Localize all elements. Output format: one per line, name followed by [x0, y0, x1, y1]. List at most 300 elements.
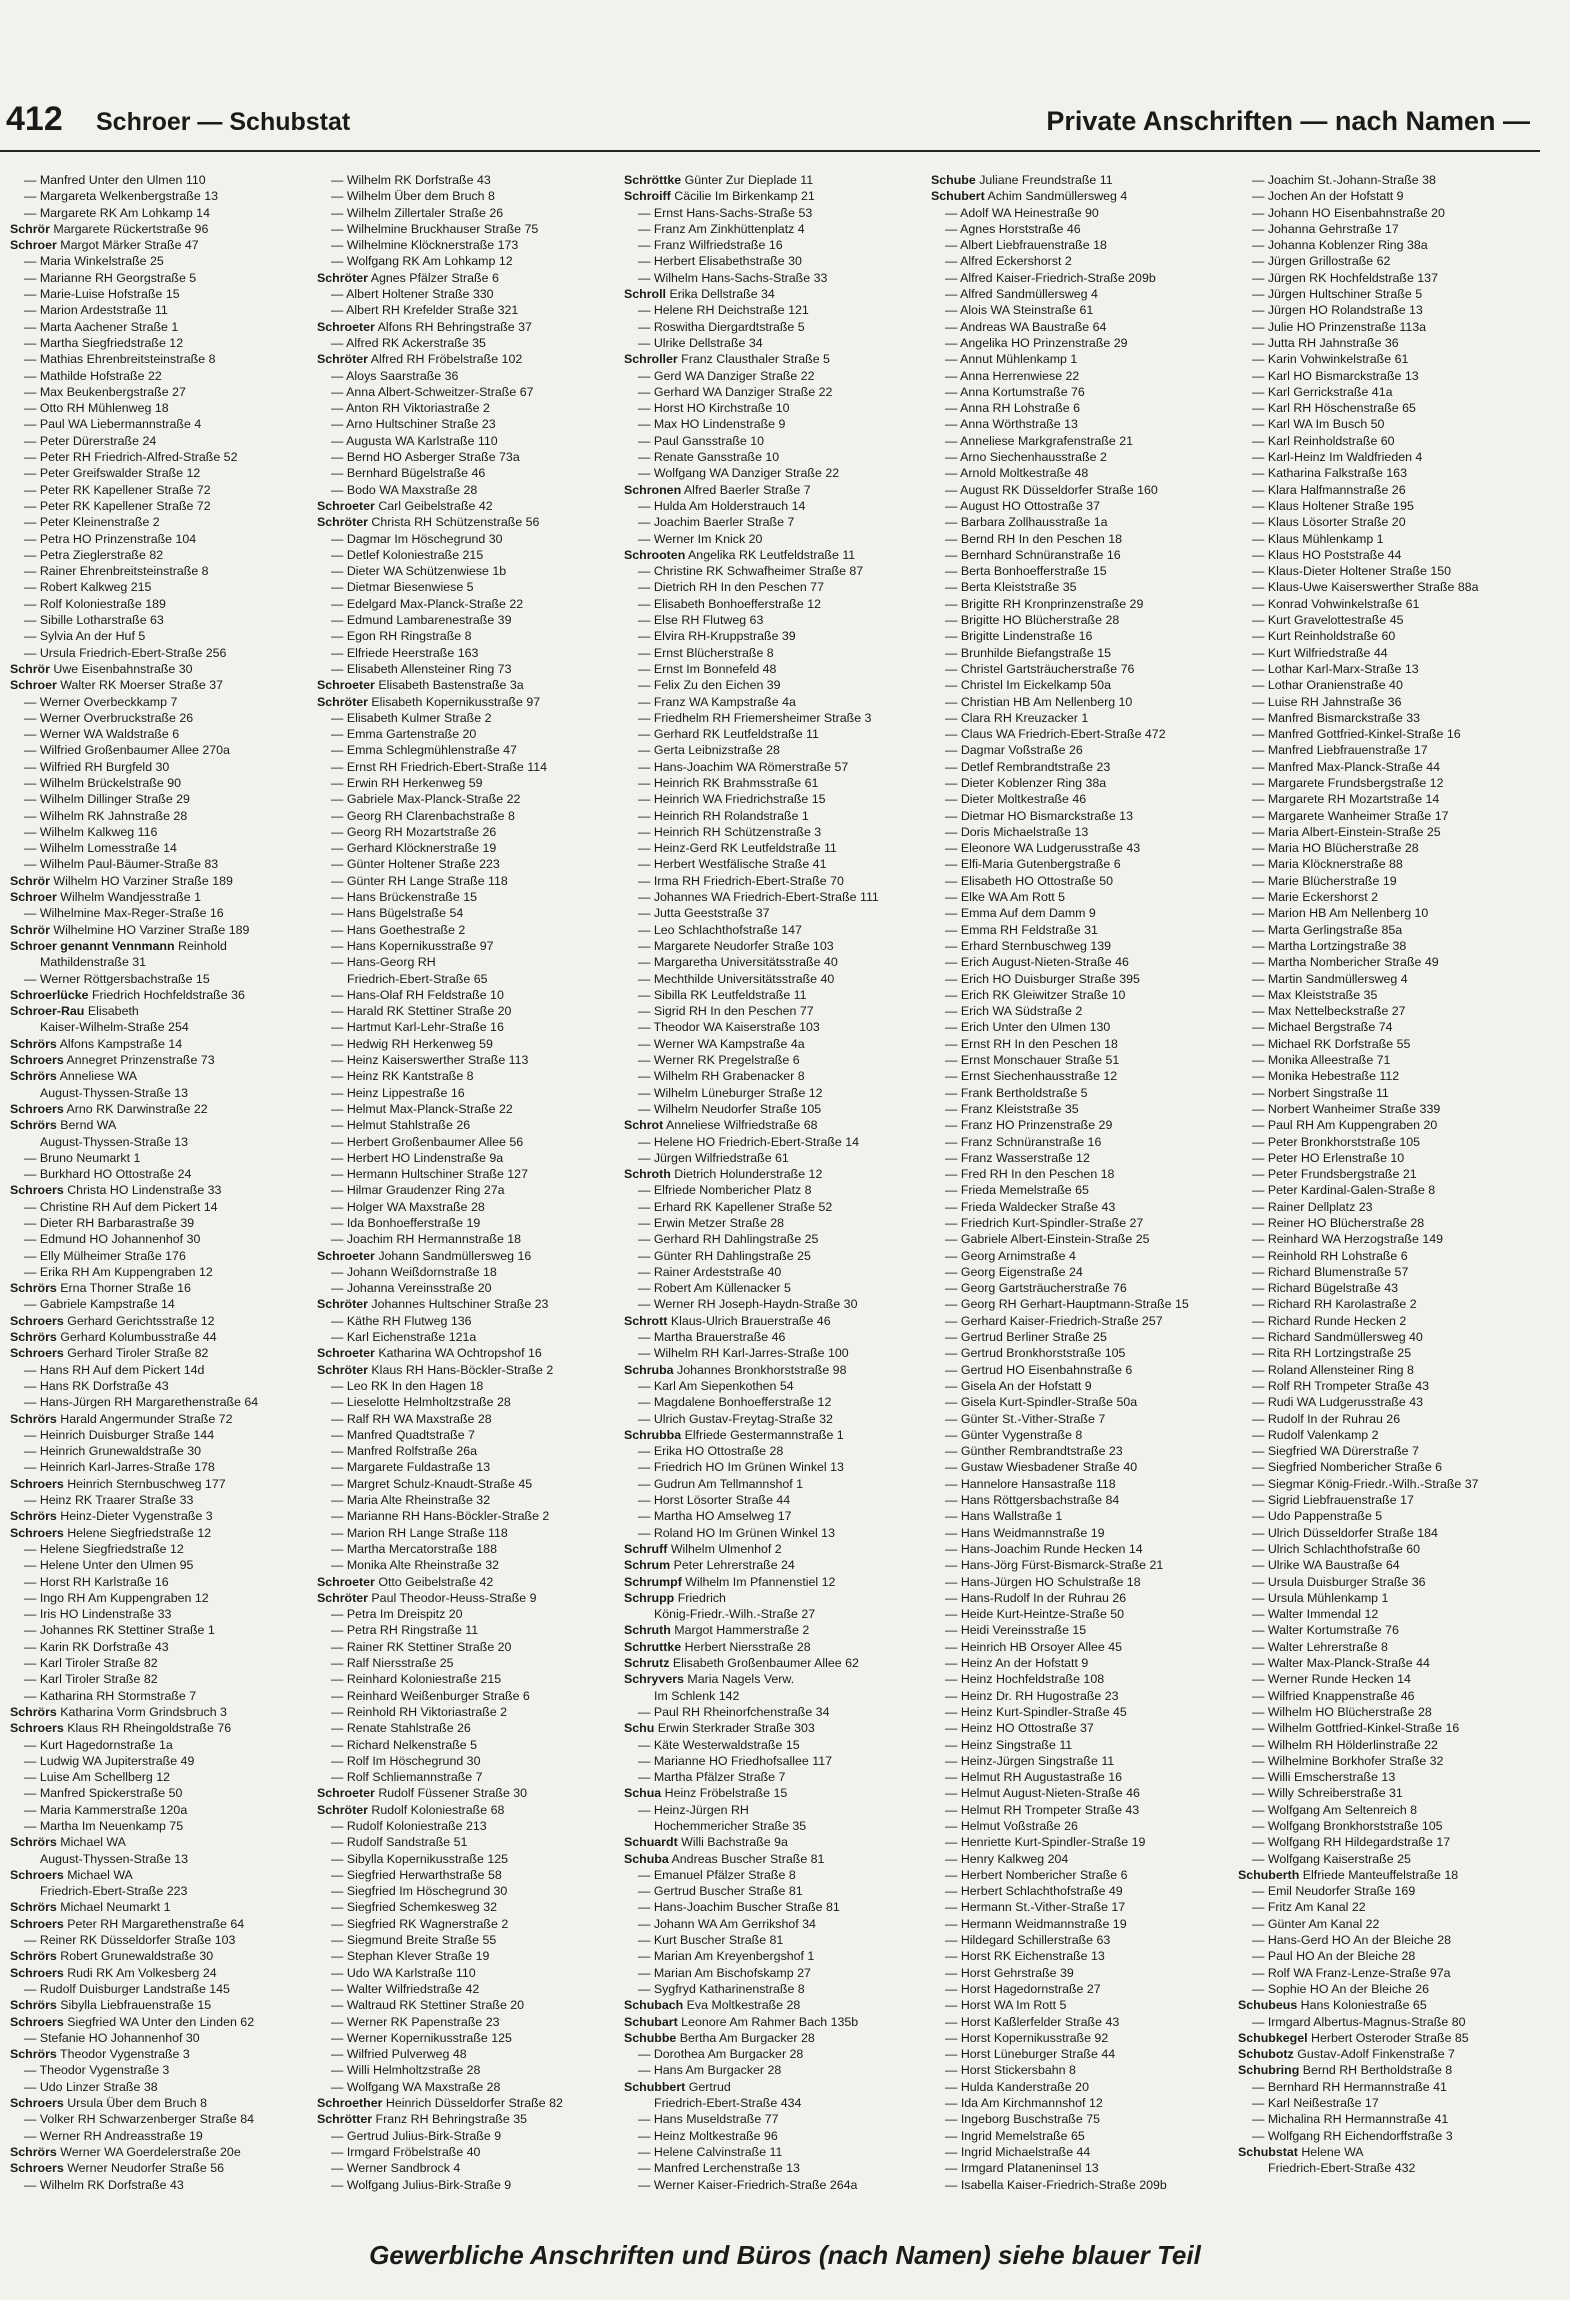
- directory-entry: — Peter Greifswalder Straße 12: [24, 466, 201, 481]
- directory-entry: — Richard Blumenstraße 57: [1252, 1264, 1409, 1279]
- directory-entry: — Petra Im Dreispitz 20: [331, 1607, 463, 1622]
- directory-entry: — Siegfried Im Höschegrund 30: [331, 1884, 508, 1899]
- entry-text: Maria Kammerstraße 120a: [39, 1802, 188, 1817]
- entry-text: Herbert Westfälische Straße 41: [653, 857, 827, 872]
- entry-text: Wolfgang RK Am Lohkamp 12: [346, 254, 513, 269]
- directory-entry: — Edelgard Max-Planck-Straße 22: [331, 596, 524, 611]
- directory-entry: — Hulda Am Holderstrauch 14: [638, 498, 806, 513]
- surname: Schrörs: [10, 1998, 57, 2013]
- directory-entry: — Horst Lösorter Straße 44: [638, 1493, 791, 1508]
- directory-entry: — Marion HB Am Nellenberg 10: [1252, 906, 1429, 921]
- entry-text: Mathilde Hofstraße 22: [39, 368, 162, 383]
- directory-entry: — Horst Gehrstraße 39: [945, 1965, 1074, 1980]
- entry-text: Johann WA Am Gerrikshof 34: [653, 1916, 816, 1931]
- directory-entry: — Stephan Klever Straße 19: [331, 1949, 490, 1964]
- entry-text: Margarete Frundsbergstraße 12: [1267, 775, 1444, 790]
- entry-text: Margarete RK Am Lohkamp 14: [39, 205, 210, 220]
- directory-entry: — Hilmar Graudenzer Ring 27a: [331, 1183, 505, 1198]
- directory-entry: — Mathias Ehrenbreitsteinstraße 8: [24, 352, 216, 367]
- entry-text: Wilhelm RK Dorfstraße 43: [39, 2177, 184, 2192]
- directory-entry: — Martha Mercatorstraße 188: [331, 1541, 497, 1556]
- surname: Schubring: [1238, 2063, 1300, 2078]
- entry-text: Gabriele Max-Planck-Straße 22: [346, 792, 521, 807]
- directory-entry: — Andreas WA Baustraße 64: [945, 319, 1107, 334]
- entry-text: Heinz-Dieter Vygenstraße 3: [60, 1509, 213, 1524]
- entry-text: Werner Kopernikusstraße 125: [346, 2030, 512, 2045]
- entry-text: Käte Westerwaldstraße 15: [653, 1737, 800, 1752]
- surname: Schrörs: [10, 2144, 57, 2159]
- directory-entry: — Elfi-Maria Gutenbergstraße 6: [945, 857, 1121, 872]
- entry-text: Henry Kalkweg 204: [960, 1851, 1069, 1866]
- entry-text: Werner RH Andreasstraße 19: [39, 2128, 203, 2143]
- surname: Schrörs: [10, 1036, 57, 1051]
- directory-entry: — Siegfried Nombericher Straße 6: [1252, 1460, 1443, 1475]
- entry-text: Maria Klöcknerstraße 88: [1267, 857, 1403, 872]
- entry-text: Horst WA Im Rott 5: [960, 1998, 1067, 2013]
- entry-text: Joachim RH Hermannstraße 18: [346, 1232, 522, 1247]
- surname: Schrörs: [10, 1704, 57, 1719]
- directory-entry: — Kurt Wilfriedstraße 44: [1252, 645, 1388, 660]
- surname: Schroers: [10, 1476, 64, 1491]
- entry-text: Wilhelmine Klöcknerstraße 173: [346, 238, 519, 253]
- entry-text: Heinrich Sternbuschweg 177: [67, 1476, 226, 1491]
- directory-entry: — Wolfgang Am Seltenreich 8: [1252, 1802, 1418, 1817]
- entry-text: Gertrud Julius-Birk-Straße 9: [346, 2128, 502, 2143]
- entry-text: Agnes Pfälzer Straße 6: [370, 270, 499, 285]
- entry-text: Reinhard Weißenburger Straße 6: [346, 1688, 530, 1703]
- entry-text: Hans Goethestraße 2: [346, 922, 466, 937]
- entry-text: Luise RH Jahnstraße 36: [1267, 694, 1402, 709]
- entry-text: Bernd RH In den Peschen 18: [960, 531, 1123, 546]
- directory-entry: — Sigrid Liebfrauenstraße 17: [1252, 1493, 1414, 1508]
- directory-entry: — Werner RK Papenstraße 23: [331, 2014, 500, 2029]
- entry-text: Alfons RH Behringstraße 37: [377, 319, 532, 334]
- entry-text: Erika HO Ottostraße 28: [653, 1444, 784, 1459]
- directory-entry: — Reiner RK Düsseldorfer Straße 103: [24, 1933, 236, 1948]
- directory-entry: — Henriette Kurt-Spindler-Straße 19: [945, 1835, 1146, 1850]
- entry-text: Mathildenstraße 31: [40, 955, 147, 970]
- directory-entry: — Frank Bertholdstraße 5: [945, 1085, 1088, 1100]
- directory-entry: [10, 1965, 300, 1981]
- entry-text: Friedrich-Ebert-Straße 432: [1268, 2161, 1416, 2176]
- entry-text: Max Kleiststraße 35: [1267, 987, 1378, 1002]
- directory-entry: — Peter Kleinenstraße 2: [24, 515, 160, 530]
- directory-entry: — Hans Goethestraße 2: [331, 922, 466, 937]
- entry-text: Heinz-Jürgen Singstraße 11: [960, 1753, 1115, 1768]
- directory-entry: — Heinz Kaiserswerther Straße 113: [331, 1053, 529, 1068]
- directory-entry: — Hans Kopernikusstraße 97: [331, 938, 494, 953]
- entry-text: Ulrike Dellstraße 34: [653, 335, 763, 350]
- directory-entry: — Leo Schlachthofstraße 147: [638, 922, 802, 937]
- entry-text: Margret Schulz-Knaudt-Straße 45: [346, 1476, 533, 1491]
- directory-entry: — Karl Eichenstraße 121a: [331, 1330, 477, 1345]
- surname: Schroers: [10, 1525, 64, 1540]
- directory-entry: — Horst Kaßlerfelder Straße 43: [945, 2014, 1120, 2029]
- surname: Schroer: [10, 238, 57, 253]
- directory-entry: — Maria Kammerstraße 120a: [24, 1802, 188, 1817]
- entry-text: Helene Siegfriedstraße 12: [39, 1541, 184, 1556]
- directory-entry: — Heinz-Jürgen Singstraße 11: [945, 1753, 1115, 1768]
- entry-text: Volker RH Schwarzenberger Straße 84: [39, 2112, 255, 2127]
- directory-entry: — Martha Pfälzer Straße 7: [638, 1770, 786, 1785]
- directory-entry: — Alfred RK Ackerstraße 35: [331, 335, 486, 350]
- directory-entry: [10, 1899, 300, 1915]
- surname: Schroeter: [317, 1248, 375, 1263]
- directory-entry: [10, 1117, 300, 1133]
- directory-entry: — Lothar Oranienstraße 40: [1252, 678, 1403, 693]
- entry-text: Bernhard RH Hermannstraße 41: [1267, 2079, 1447, 2094]
- surname: Schrott: [624, 1313, 668, 1328]
- surname: Schrörs: [10, 1835, 57, 1850]
- entry-text: Alois WA Steinstraße 61: [960, 303, 1094, 318]
- directory-entry: — Ernst Siechenhausstraße 12: [945, 1069, 1118, 1084]
- entry-text: Magdalene Bonhoefferstraße 12: [653, 1395, 832, 1410]
- entry-text: Ursula Über dem Bruch 8: [67, 2096, 207, 2111]
- directory-entry: — Christine RH Auf dem Pickert 14: [24, 1199, 218, 1214]
- entry-text: Wilhelm Neudorfer Straße 105: [653, 1101, 822, 1116]
- directory-entry: [624, 188, 914, 204]
- directory-entry: — Elisabeth Allensteiner Ring 73: [331, 661, 512, 676]
- entry-text: Bernhard Schnüranstraße 16: [960, 547, 1121, 562]
- directory-entry: — Gerhard Klöcknerstraße 19: [331, 841, 497, 856]
- entry-text: Hans-Rudolf In der Ruhrau 26: [960, 1590, 1127, 1605]
- entry-text: Erwin Metzer Straße 28: [653, 1216, 784, 1230]
- entry-text: Reinhold RH Viktoriastraße 2: [346, 1704, 508, 1719]
- directory-entry: — Anna Kortumstraße 76: [945, 384, 1085, 399]
- directory-entry: — Wilhelmine Borkhofer Straße 32: [1252, 1753, 1444, 1768]
- entry-text: Karl Tiroler Straße 82: [39, 1656, 158, 1671]
- surname: Schruth: [624, 1623, 671, 1638]
- directory-entry: — Paul RH Am Kuppengraben 20: [1252, 1118, 1438, 1133]
- entry-text: Anna Herrenwiese 22: [960, 368, 1080, 383]
- entry-text: Roswitha Diergardtstraße 5: [653, 319, 805, 334]
- entry-text: Else RH Flutweg 63: [653, 613, 764, 628]
- entry-text: Hilmar Graudenzer Ring 27a: [346, 1183, 505, 1198]
- entry-text: Georg Arnimstraße 4: [960, 1248, 1076, 1263]
- entry-text: Manfred Bismarckstraße 33: [1267, 710, 1421, 725]
- surname: Schubeus: [1238, 1998, 1298, 2013]
- entry-text: Marie Eckershorst 2: [1267, 890, 1379, 905]
- entry-text: Christel Gartsträucherstraße 76: [960, 661, 1135, 676]
- surname: Schrör: [10, 873, 50, 888]
- surname: Schubbe: [624, 2030, 677, 2045]
- entry-text: Peter Dürerstraße 24: [39, 433, 157, 448]
- directory-entry: — Horst WA Im Rott 5: [945, 1998, 1067, 2013]
- entry-text: Reiner RK Düsseldorfer Straße 103: [39, 1933, 236, 1948]
- directory-entry: — Marianne HO Friedhofsallee 117: [638, 1753, 832, 1768]
- directory-entry: — Fritz Am Kanal 22: [1252, 1900, 1366, 1915]
- directory-entry: — Herbert Nombericher Straße 6: [945, 1867, 1128, 1882]
- surname: Schroers: [10, 2096, 64, 2111]
- directory-entry: — Maria Klöcknerstraße 88: [1252, 857, 1403, 872]
- directory-entry: — Max HO Lindenstraße 9: [638, 417, 786, 432]
- directory-entry: [10, 2095, 300, 2111]
- directory-entry: — Georg RH Clarenbachstraße 8: [331, 808, 515, 823]
- directory-entry: — Helmut RH Augustastraße 16: [945, 1770, 1122, 1785]
- directory-entry: — Rolf Koloniestraße 189: [24, 596, 166, 611]
- entry-text: Marion HB Am Nellenberg 10: [1267, 906, 1429, 921]
- entry-text: Marion RH Lange Straße 118: [346, 1525, 508, 1540]
- directory-entry: [624, 1166, 914, 1182]
- entry-text: Richard Nelkenstraße 5: [346, 1737, 477, 1752]
- entry-text: Rudolf In der Ruhrau 26: [1267, 1411, 1401, 1426]
- entry-text: Helmut RH Augustastraße 16: [960, 1770, 1122, 1785]
- directory-entry: — Werner RH Andreasstraße 19: [24, 2128, 203, 2143]
- surname: Schröttke: [624, 173, 682, 187]
- entry-text: Wilhelmine Bruckhauser Straße 75: [346, 221, 539, 236]
- directory-entry: — Horst HO Kirchstraße 10: [638, 401, 790, 416]
- entry-text: Henriette Kurt-Spindler-Straße 19: [960, 1835, 1146, 1850]
- entry-text: August-Thyssen-Straße 13: [40, 1134, 189, 1149]
- directory-entry: — Werner Sandbrock 4: [331, 2161, 461, 2176]
- directory-entry: — Brigitte RH Kronprinzenstraße 29: [945, 596, 1144, 611]
- directory-entry: — Wolfgang RK Am Lohkamp 12: [331, 254, 513, 269]
- footer-note: Gewerbliche Anschriften und Büros (nach Namen) siehe blauer Teil: [369, 2240, 1201, 2270]
- entry-text: Marie Blücherstraße 19: [1267, 873, 1397, 888]
- entry-text: Rolf Schliemannstraße 7: [346, 1770, 483, 1785]
- surname: Schube: [931, 173, 976, 187]
- surname: Schubotz: [1238, 2047, 1294, 2062]
- entry-text: Reinhold: [178, 938, 227, 953]
- entry-text: Heinrich RH Rolandstraße 1: [653, 808, 809, 823]
- surname: Schrörs: [10, 1281, 57, 1296]
- surname: Schroeter: [317, 498, 375, 513]
- entry-text: Franz HO Prinzenstraße 29: [960, 1118, 1113, 1133]
- directory-entry: — Udo Pappenstraße 5: [1252, 1509, 1383, 1524]
- entry-text: August-Thyssen-Straße 13: [40, 1085, 189, 1100]
- directory-entry: [10, 677, 300, 693]
- entry-text: Hans-Joachim Buscher Straße 81: [653, 1900, 840, 1915]
- entry-text: Edmund Lambarenestraße 39: [346, 613, 512, 628]
- directory-entry: — Monika Alleestraße 71: [1252, 1053, 1391, 1068]
- entry-text: Werner RH Joseph-Haydn-Straße 30: [653, 1297, 858, 1312]
- entry-text: Rudi WA Ludgerusstraße 43: [1267, 1395, 1424, 1410]
- directory-entry: — Horst Lüneburger Straße 44: [945, 2047, 1116, 2062]
- entry-text: Erich HO Duisburger Straße 395: [960, 971, 1140, 986]
- directory-entry: — Gabriele Albert-Einstein-Straße 25: [945, 1232, 1150, 1247]
- entry-text: Elvira RH-Kruppstraße 39: [653, 629, 796, 644]
- directory-entry: — Bruno Neumarkt 1: [24, 1150, 141, 1165]
- directory-entry: — Detlef Koloniestraße 215: [331, 547, 484, 562]
- directory-entry: — Norbert Singstraße 11: [1252, 1085, 1389, 1100]
- directory-entry: — Waltraud RK Stettiner Straße 20: [331, 1998, 525, 2013]
- entry-text: Detlef Koloniestraße 215: [346, 547, 484, 562]
- entry-text: Walter Max-Planck-Straße 44: [1267, 1656, 1430, 1671]
- directory-entry: — Hans-Jörg Fürst-Bismarck-Straße 21: [945, 1558, 1164, 1573]
- directory-entry: [624, 286, 914, 302]
- entry-text: Otto RH Mühlenweg 18: [39, 401, 169, 416]
- directory-entry: — Manfred Liebfrauenstraße 17: [1252, 743, 1428, 758]
- entry-text: Theodor Vygenstraße 3: [39, 2063, 170, 2078]
- directory-entry: [10, 1182, 300, 1198]
- directory-entry: — Jürgen Wilfriedstraße 61: [638, 1150, 789, 1165]
- directory-entry: [10, 1345, 300, 1361]
- entry-text: Eleonore WA Ludgerusstraße 43: [960, 841, 1141, 856]
- entry-text: Annegret Prinzenstraße 73: [66, 1053, 215, 1068]
- directory-entry: — Erich HO Duisburger Straße 395: [945, 971, 1140, 986]
- directory-entry: — Heidi Vereinsstraße 15: [945, 1623, 1087, 1638]
- directory-entry: — Werner Röttgersbachstraße 15: [24, 971, 210, 986]
- surname: Schroers: [10, 1053, 64, 1068]
- directory-entry: — Karl Am Siepenkothen 54: [638, 1378, 794, 1393]
- directory-entry: — Heinrich HB Orsoyer Allee 45: [945, 1639, 1122, 1654]
- entry-text: Heinz Kurt-Spindler-Straße 45: [960, 1704, 1127, 1719]
- directory-entry: — Richard RH Karolastraße 2: [1252, 1297, 1417, 1312]
- directory-entry: — Dietrich RH In den Peschen 77: [638, 580, 824, 595]
- entry-text: Margarete Neudorfer Straße 103: [653, 938, 834, 953]
- directory-entry: — Hans Weidmannstraße 19: [945, 1525, 1105, 1540]
- directory-entry: [10, 1052, 300, 1068]
- entry-text: Erich RK Gleiwitzer Straße 10: [960, 987, 1126, 1002]
- directory-entry: — Marianne RH Georgstraße 5: [24, 270, 197, 285]
- entry-text: Klaus Mühlenkamp 1: [1267, 531, 1384, 546]
- directory-entry: — Rudolf Sandstraße 51: [331, 1835, 468, 1850]
- directory-entry: — Hans-Joachim WA Römerstraße 57: [638, 759, 849, 774]
- entry-text: Margarete Wanheimer Straße 17: [1267, 808, 1449, 823]
- directory-entry: [317, 514, 607, 530]
- entry-text: Arno Siechenhausstraße 2: [960, 450, 1107, 465]
- surname: Schryvers: [624, 1672, 684, 1687]
- entry-text: Udo WA Karlstraße 110: [346, 1965, 476, 1980]
- header-rule: [0, 150, 1540, 152]
- directory-entry: — Willi Helmholtzstraße 28: [331, 2063, 481, 2078]
- entry-text: Gerhard Kaiser-Friedrich-Straße 257: [960, 1313, 1163, 1328]
- entry-text: Norbert Wanheimer Straße 339: [1267, 1101, 1441, 1116]
- directory-entry: — Rudolf Duisburger Landstraße 145: [24, 1981, 230, 1996]
- entry-text: Peter Bronkhorststraße 105: [1267, 1134, 1421, 1149]
- directory-entry: — Hans-Olaf RH Feldstraße 10: [331, 987, 504, 1002]
- entry-text: Gustav-Adolf Finkenstraße 7: [1297, 2047, 1455, 2062]
- directory-entry: — Angelika HO Prinzenstraße 29: [945, 335, 1128, 350]
- directory-entry: — Jürgen RK Hochfeldstraße 137: [1252, 270, 1438, 285]
- directory-entry: [317, 270, 607, 286]
- directory-entry: — Dieter WA Schützenwiese 1b: [331, 564, 507, 579]
- directory-entry: — Michael Bergstraße 74: [1252, 1020, 1393, 1035]
- entry-text: Rudi RK Am Volkesberg 24: [67, 1965, 217, 1980]
- entry-text: Martin Sandmüllersweg 4: [1267, 971, 1408, 986]
- directory-entry: — Herbert Großenbaumer Allee 56: [331, 1134, 524, 1149]
- entry-text: Wilhelm RH Grabenacker 8: [653, 1069, 805, 1084]
- directory-entry: [317, 1345, 607, 1361]
- directory-entry: — Horst RK Eichenstraße 13: [945, 1949, 1105, 1964]
- entry-text: Marie-Luise Hofstraße 15: [39, 287, 180, 302]
- entry-text: Walter Wilfriedstraße 42: [346, 1981, 480, 1996]
- entry-text: Wolfgang Julius-Birk-Straße 9: [346, 2177, 512, 2192]
- entry-text: Horst Kopernikusstraße 92: [960, 2030, 1109, 2045]
- directory-entry: — Georg Gartsträucherstraße 76: [945, 1281, 1127, 1296]
- directory-entry: — Wilhelm Lüneburger Straße 12: [638, 1085, 823, 1100]
- directory-entry: [624, 1997, 914, 2013]
- entry-text: Werner Overbeckkamp 7: [39, 694, 178, 709]
- directory-entry: — Helene RH Deichstraße 121: [638, 303, 809, 318]
- directory-entry: — Berta Bonhoefferstraße 15: [945, 564, 1107, 579]
- directory-entry: — Else RH Flutweg 63: [638, 613, 764, 628]
- entry-text: Heinz Lippestraße 16: [346, 1085, 465, 1100]
- directory-column-2: [317, 172, 607, 2193]
- surname: Schroers: [10, 1867, 64, 1882]
- surname: Schroers: [10, 1965, 64, 1980]
- directory-entry: — Ernst Monschauer Straße 51: [945, 1053, 1120, 1068]
- entry-text: Martha Pfälzer Straße 7: [653, 1770, 786, 1785]
- entry-text: Sibilla RK Leutfeldstraße 11: [653, 987, 807, 1002]
- directory-entry: — Karin RK Dorfstraße 43: [24, 1639, 169, 1654]
- entry-text: Edmund HO Johannenhof 30: [39, 1232, 201, 1247]
- entry-text: Georg Eigenstraße 24: [960, 1264, 1083, 1279]
- directory-entry: — Klaus-Uwe Kaiserswerther Straße 88a: [1252, 580, 1479, 595]
- entry-text: Rolf WA Franz-Lenze-Straße 97a: [1267, 1965, 1451, 1980]
- directory-entry: — Irmgard Fröbelstraße 40: [331, 2144, 481, 2159]
- directory-entry: — Reinhard WA Herzogstraße 149: [1252, 1232, 1443, 1247]
- directory-entry: — Klara Halfmannstraße 26: [1252, 482, 1406, 497]
- entry-text: Hans Am Burgacker 28: [653, 2063, 782, 2078]
- entry-text: Monika Alleestraße 71: [1267, 1053, 1391, 1068]
- directory-entry: — Heinz Dr. RH Hugostraße 23: [945, 1688, 1119, 1703]
- directory-entry: — Wilhelm Gottfried-Kinkel-Straße 16: [1252, 1721, 1460, 1736]
- entry-text: Dietmar HO Bismarckstraße 13: [960, 808, 1133, 823]
- entry-text: Helmut Stahlstraße 26: [346, 1118, 471, 1133]
- directory-entry: — Frieda Memelstraße 65: [945, 1183, 1089, 1198]
- entry-text: Paul Gansstraße 10: [653, 433, 765, 448]
- directory-entry: — Margret Schulz-Knaudt-Straße 45: [331, 1476, 533, 1491]
- entry-text: Udo Pappenstraße 5: [1267, 1509, 1383, 1524]
- directory-entry: — Christel Gartsträucherstraße 76: [945, 661, 1135, 676]
- entry-text: Alfred RH Fröbelstraße 102: [370, 352, 523, 367]
- entry-text: Robert Kalkweg 215: [39, 580, 152, 595]
- directory-entry: — Elisabeth HO Ottostraße 50: [945, 873, 1114, 888]
- entry-text: Brunhilde Biefangstraße 15: [960, 645, 1112, 660]
- entry-text: Klaus HO Poststraße 44: [1267, 547, 1402, 562]
- entry-text: Michael Neumarkt 1: [60, 1900, 171, 1915]
- entry-text: Richard Bügelstraße 43: [1267, 1281, 1399, 1296]
- entry-text: Heinz-Gerd RK Leutfeldstraße 11: [653, 841, 837, 856]
- directory-entry: [317, 677, 607, 693]
- entry-text: Dieter Moltkestraße 46: [960, 792, 1087, 807]
- directory-entry: [317, 1785, 607, 1801]
- entry-text: Käthe RH Flutweg 136: [346, 1313, 472, 1328]
- directory-entry: — Peter Bronkhorststraße 105: [1252, 1134, 1421, 1149]
- directory-entry: [10, 1068, 300, 1084]
- surname: Schubbert: [624, 2079, 686, 2094]
- entry-text: Leo RK In den Hagen 18: [346, 1378, 484, 1393]
- entry-text: Ernst RH In den Peschen 18: [960, 1036, 1118, 1051]
- entry-text: Herbert Nombericher Straße 6: [960, 1867, 1128, 1882]
- entry-text: Augusta WA Karlstraße 110: [346, 433, 498, 448]
- entry-text: Rainer Ehrenbreitsteinstraße 8: [39, 564, 209, 579]
- entry-text: Hans RH Auf dem Pickert 14d: [39, 1362, 205, 1377]
- entry-text: Wilhelm Über dem Bruch 8: [346, 189, 495, 204]
- directory-entry: — Reiner HO Blücherstraße 28: [1252, 1216, 1425, 1230]
- directory-entry: — Hermann Hultschiner Straße 127: [331, 1167, 528, 1182]
- entry-text: Anna RH Lohstraße 6: [960, 401, 1080, 416]
- directory-entry: — Clara RH Kreuzacker 1: [945, 710, 1089, 725]
- directory-entry: — Peter RK Kapellener Straße 72: [24, 482, 211, 497]
- directory-entry: [624, 1818, 914, 1834]
- page-header: [0, 100, 1530, 142]
- surname: Schrör: [10, 922, 50, 937]
- entry-text: Udo Linzer Straße 38: [39, 2079, 158, 2094]
- directory-entry: — Max Kleiststraße 35: [1252, 987, 1378, 1002]
- entry-text: Brigitte HO Blücherstraße 28: [960, 613, 1120, 628]
- directory-entry: — Ingo RH Am Kuppengraben 12: [24, 1590, 209, 1605]
- entry-text: Wilhelm Gottfried-Kinkel-Straße 16: [1267, 1721, 1460, 1736]
- directory-entry: — Manfred Max-Planck-Straße 44: [1252, 759, 1440, 774]
- directory-entry: — Wilhelmine Bruckhauser Straße 75: [331, 221, 539, 236]
- entry-text: Gudrun Am Tellmannshof 1: [653, 1476, 804, 1491]
- directory-entry: — Elke WA Am Rott 5: [945, 890, 1066, 905]
- entry-text: Kurt Wilfriedstraße 44: [1267, 645, 1388, 660]
- entry-text: Siegfried WA Unter den Linden 62: [67, 2014, 255, 2029]
- directory-entry: — Paul WA Liebermannstraße 4: [24, 417, 202, 432]
